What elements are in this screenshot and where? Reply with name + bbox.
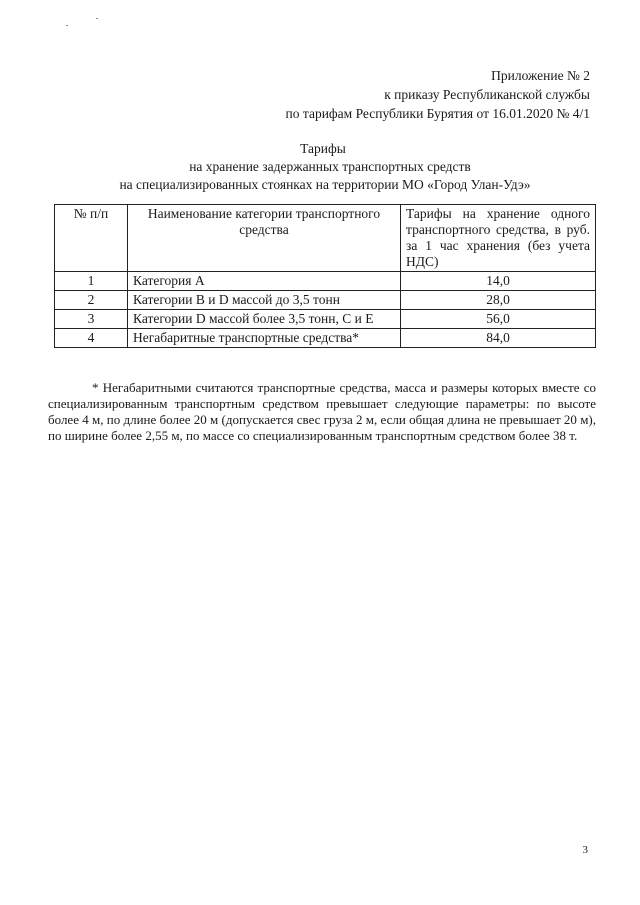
row-name: Категория А: [128, 272, 401, 291]
title-main: Тарифы: [300, 141, 346, 156]
row-num: 3: [55, 310, 128, 329]
row-num: 1: [55, 272, 128, 291]
row-rate: 56,0: [401, 310, 596, 329]
appendix-date: по тарифам Республики Бурятия от 16.01.2020 № 4/1: [285, 106, 590, 121]
title-subline-2: на специализированных стоянках на территории МО «Город Улан-Удэ»: [119, 177, 531, 192]
row-name: Негабаритные транспортные средства*: [128, 329, 401, 348]
title-subline-1: на хранение задержанных транспортных средств: [189, 159, 471, 174]
table-row: [55, 329, 596, 348]
document-title: [0, 140, 640, 194]
header-num: № п/п: [55, 205, 128, 272]
table-row: [55, 272, 596, 291]
row-num: 4: [55, 329, 128, 348]
footnote-text: * Негабаритными считаются транспортные средства, масса и размеры которых вместе со специализированным транспортным средством превышает следующие параметры: по высоте более 4 м, по длине более 20 м (допускается свес груза 2 м, если общая длина не превышает 20 м), по ширине более 2,55 м, по массе со специализированным транспортным средством более 38 т.: [48, 380, 596, 443]
scan-speck: [96, 18, 98, 19]
row-rate: 14,0: [401, 272, 596, 291]
table-row: [55, 310, 596, 329]
row-rate: 84,0: [401, 329, 596, 348]
row-rate: 28,0: [401, 291, 596, 310]
header-rate: Тарифы на хранение одного транспортного средства, в руб. за 1 час хранения (без учета НДС): [401, 205, 596, 272]
header-name: Наименование категории транспортного средства: [128, 205, 401, 272]
table-header-row: [55, 205, 596, 272]
appendix-number: Приложение № 2: [491, 68, 590, 83]
scan-speck: [66, 25, 68, 26]
row-name: Категории D массой более 3,5 тонн, С и Е: [128, 310, 401, 329]
appendix-order: к приказу Республиканской службы: [384, 87, 590, 102]
page-number: 3: [582, 844, 588, 856]
row-num: 2: [55, 291, 128, 310]
table-row: [55, 291, 596, 310]
appendix-header: [286, 66, 590, 123]
tariffs-table: [54, 204, 596, 348]
row-name: Категории В и D массой до 3,5 тонн: [128, 291, 401, 310]
